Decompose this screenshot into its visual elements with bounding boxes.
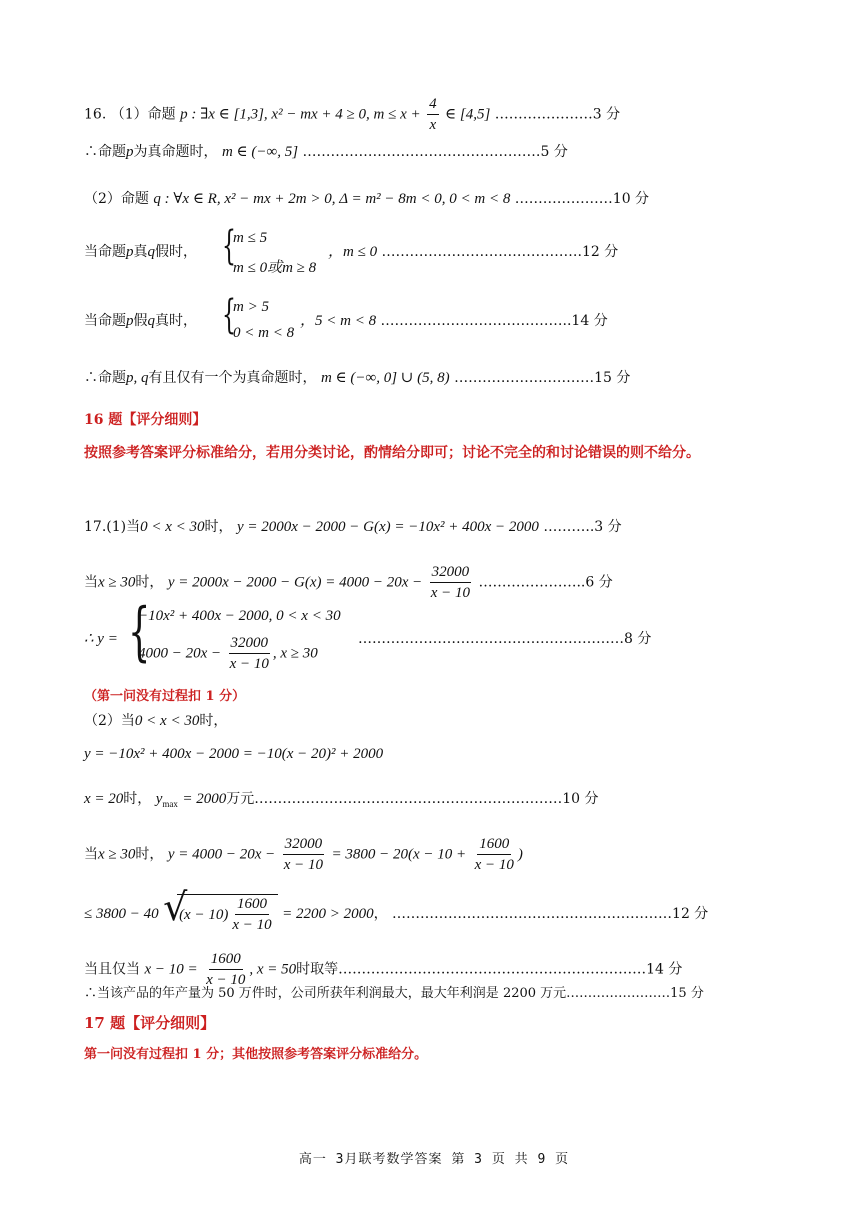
score-marker: …………………………………….12 分 [381,244,619,260]
q17-rubric-title: 17 题【评分细则】 [84,1014,216,1032]
q17-rubric-text: 第一问没有过程扣 1 分；其他按照参考答案评分标准给分。 [84,1047,428,1062]
score-marker: …………………………15 分 [454,370,631,386]
q17-line-1: 17.(1)当0 < x < 30时， y = 2000x − 2000 − G(x) = −10x² + 400x − 2000 ………..3 分 [84,519,622,535]
math-expression: m ∈ (−∞, 5] [221,144,299,160]
q16-line-1: 16. （1）命题 p : ∃x ∈ [1,3], x² − mx + 4 ≥ 0, m ≤ x + $\frac{4}{x}$ ∈ [4,5] …………………3 分 [84,96,621,133]
fraction: $\frac{32000}{x - 10}$ [430,564,471,601]
fraction: $\frac{32000}{x - 10}$ [283,836,324,873]
q17-line-6: x = 20时， $y_{max} = 2000$万元…………………………………………………………10 分 [84,791,599,809]
math-expression: p : ∃x ∈ [1,3], x² − mx + 4 ≥ 0, m ≤ x + [180,106,421,123]
question-number: 17.(1)当 [84,519,141,535]
math-expression: q : ∀x ∈ R, x² − mx + 2m > 0, Δ = m² − 8m < 0, 0 < m < 8 [153,191,511,207]
square-root: √ (x − 10) $\frac{1600}{x - 10}$ [163,894,278,934]
q16-line-4-result: ，m ≤ 0 …………………………………….12 分 [328,244,619,260]
q17-line-3-dots: …………………………………………………8 分 [358,631,652,647]
fraction: $\frac{1600}{x - 10}$ [474,836,514,873]
q16-line-2: ∴命题p为真命题时， m ∈ (−∞, 5] ……………………………………………5 分 [84,144,568,160]
score-marker: …………………..6 分 [478,574,613,591]
q16-line-5: 当命题p假q真时， [84,313,197,329]
case-condition: 4000 − 20x − $\frac{32000}{x - 10}$ , x ≥ 30 [138,635,318,672]
case-condition: −10x² + 400x − 2000, 0 < x < 30 [138,608,341,624]
math-expression: y = 2000x − 2000 − G(x) = 4000 − 20x − [167,574,423,591]
q17-line-2: 当x ≥ 30时， y = 2000x − 2000 − G(x) = 4000 − 20x − $\frac{32000}{x - 10}$ …………………..6 分 [84,564,613,601]
fraction: $\frac{1600}{x - 10}$ [206,951,246,988]
q17-line-10: ∴当该产品的年产量为 50 万件时，公司所获年利润最大，最大年利润是 2200 万元……………………15 分 [84,986,704,1001]
q17-line-7: 当x ≥ 30时， y = 4000 − 20x − $\frac{32000}{x - 10}$ = 3800 − 20(x − 10 + $\frac{1600}{x - 10}$ ) [84,836,523,873]
math-expression: y = 2000x − 2000 − G(x) = −10x² + 400x − 2000 [236,519,539,535]
score-marker: …………………………………………………………10 分 [254,791,599,807]
case-brace: { [222,223,236,269]
q16-line-3: （2）命题 q : ∀x ∈ R, x² − mx + 2m > 0, Δ = m² − 8m < 0, 0 < m < 8 …………………10 分 [84,191,650,207]
question-number: 16. [84,106,107,123]
score-marker: …………………3 分 [494,106,621,123]
score-marker: ……………………15 分 [566,986,704,1001]
page-footer: 高一 3月联考数学答案 第 3 页 共 9 页 [298,1152,570,1167]
q17-line-8: ≤ 3800 − 40 √ (x − 10) $\frac{1600}{x - 10}$ = 2200 > 2000， ……………………………………………………12 分 [84,885,709,933]
q17-line-4: （2）当0 < x < 30时， [84,713,228,729]
score-marker: ……………………………………………5 分 [302,144,568,160]
math-expression: y = −10x² + 400x − 2000 = −10(x − 20)² + 2000 [84,746,384,762]
q17-line-5 [84,745,383,763]
q17-line-3: ∴ y = [84,631,118,647]
case-brace: { [128,595,151,669]
fraction: $\frac{32000}{x - 10}$ [229,635,269,672]
q16-rubric-title: 16 题【评分细则】 [84,412,207,428]
q16-line-6: ∴命题p, q有且仅有一个为真命题时， m ∈ (−∞, 0] ∪ (5, 8) …………………………15 分 [84,370,631,386]
q17-line-9: 当且仅当 x − 10 = $\frac{1600}{x - 10}$ , x = 50时取等…………………………………………………………14 分 [84,951,683,988]
score-marker: ……………………………………………………12 分 [392,906,709,922]
case-condition: m ≤ 0或m ≥ 8 [233,260,317,276]
q16-rubric-text: 按照参考答案评分标准给分，若用分类讨论，酌情给分即可；讨论不完全的和讨论错误的则不给分。 [84,445,700,461]
case-condition: 0 < m < 8 [233,325,295,341]
case-brace: { [222,292,236,338]
case-condition: m ≤ 5 [233,230,268,246]
score-marker: …………………………………………………………14 分 [338,961,683,978]
q17-note: （第一问没有过程扣 1 分） [84,689,246,704]
score-marker: ………..3 分 [543,519,622,535]
q16-line-5-result: ，5 < m < 8 …………………………………..14 分 [300,313,608,329]
case-condition: m > 5 [233,299,269,315]
score-marker: …………………10 分 [514,191,650,207]
math-expression: m ∈ (−∞, 0] ∪ (5, 8) [320,370,450,386]
fraction: $\frac{1600}{x - 10}$ [232,896,272,933]
score-marker: …………………………………..14 分 [380,313,608,329]
q16-line-4: 当命题p真q假时， [84,244,197,260]
fraction: $\frac{4}{x}$ [429,96,437,133]
